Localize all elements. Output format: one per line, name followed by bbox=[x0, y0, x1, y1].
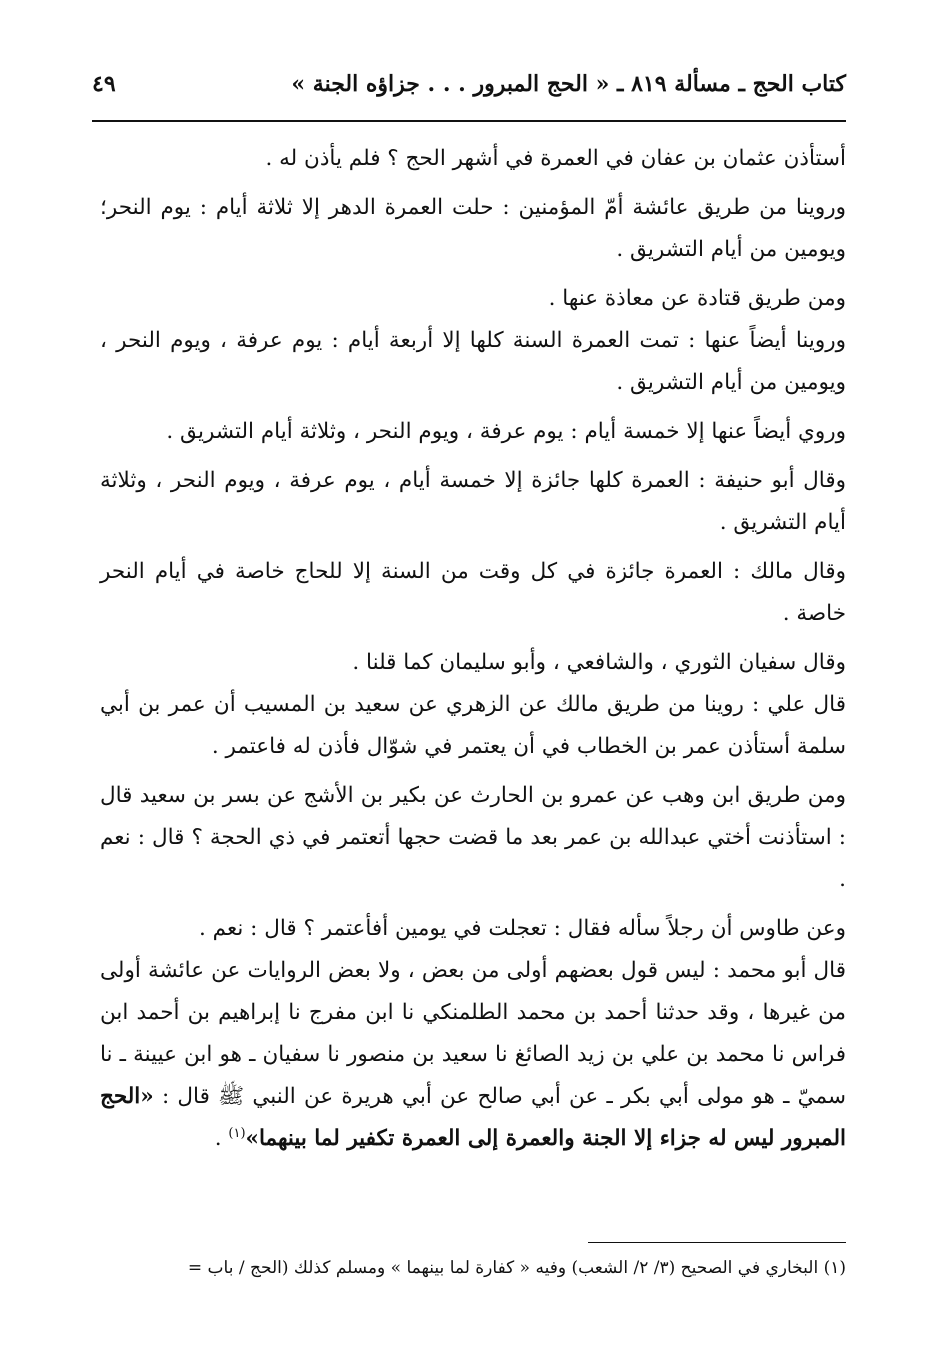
page-number: ٤٩ bbox=[92, 71, 116, 97]
paragraph-with-hadith bbox=[100, 950, 846, 1160]
header-divider bbox=[92, 120, 846, 122]
page-header bbox=[92, 62, 846, 106]
paragraph: ومن طريق قتادة عن معاذة عنها . bbox=[548, 286, 846, 311]
paragraph: ومن طريق ابن وهب عن عمرو بن الحارث عن بكير بن الأشج عن بسر بن سعيد قال : استأذنت أختي عبدالله بن عمر بعد ما قضت حجها أتعتمر في ذي الحجة ؟ قال : نعم . bbox=[100, 783, 846, 892]
footnote: (١) البخاري في الصحيح (٣/ ٢/ الشعب) وفيه « كفارة لما بينهما » ومسلم كذلك (الحج / باب = bbox=[187, 1258, 846, 1278]
paragraph: قال علي : روينا من طريق مالك عن الزهري عن سعيد بن المسيب أن عمر بن أبي سلمة أستأذن عمر بن الخطاب في أن يعتمر في شوّال فأذن له فاعتمر . bbox=[100, 692, 846, 759]
paragraph: وروينا من طريق عائشة أمّ المؤمنين : حلت العمرة الدهر إلا ثلاثة أيام : يوم النحر؛ ويومين من أيام التشريق . bbox=[100, 195, 846, 262]
paragraph: وقال سفيان الثوري ، والشافعي ، وأبو سليمان كما قلنا . bbox=[352, 650, 846, 675]
main-text bbox=[100, 138, 846, 1167]
running-title: كتاب الحج ـ مسألة ٨١٩ ـ « الحج المبرور . . . جزاؤه الجنة » bbox=[291, 71, 846, 97]
paragraph: أستأذن عثمان بن عفان في العمرة في أشهر الحج ؟ فلم يأذن له . bbox=[265, 146, 846, 171]
paragraph: وقال مالك : العمرة جائزة في كل وقت من السنة إلا للحاج خاصة في أيام النحر خاصة . bbox=[100, 559, 846, 626]
hadith-quote: «الحج المبرور ليس له جزاء إلا الجنة والعمرة إلى العمرة تكفير لما بينهما» bbox=[100, 1084, 846, 1151]
footnote-marker: (١) bbox=[228, 1125, 246, 1141]
footnote-divider bbox=[588, 1242, 846, 1243]
paragraph: وعن طاوس أن رجلاً سأله فقال : تعجلت في يومين أفأعتمر ؟ قال : نعم . bbox=[199, 916, 846, 941]
paragraph: وقال أبو حنيفة : العمرة كلها جائزة إلا خمسة أيام ، يوم عرفة ، ويوم النحر ، وثلاثة أيام التشريق . bbox=[100, 468, 846, 535]
paragraph-end: . bbox=[214, 1126, 229, 1151]
paragraph: وروينا أيضاً عنها : تمت العمرة السنة كلها إلا أربعة أيام : يوم عرفة ، ويوم النحر ، ويومين من أيام التشريق . bbox=[100, 328, 846, 395]
paragraph: وروي أيضاً عنها إلا خمسة أيام : يوم عرفة ، ويوم النحر ، وثلاثة أيام التشريق . bbox=[166, 419, 846, 444]
paragraph-text: قال أبو محمد : ليس قول بعضهم أولى من بعض ، ولا بعض الروايات عن عائشة أولى من غيرها ، وقد حدثنا أحمد بن محمد الطلمنكي نا ابن مفرج نا إبراهيم بن أحمد ابن فراس نا محمد بن علي بن زيد الصائغ نا سعيد بن منصور نا سفيان ـ هو ابن عيينة ـ نا سميّ ـ هو مولى أبي بكر ـ عن أبي صالح عن أبي هريرة عن النبي ﷺ قال : bbox=[100, 958, 846, 1109]
